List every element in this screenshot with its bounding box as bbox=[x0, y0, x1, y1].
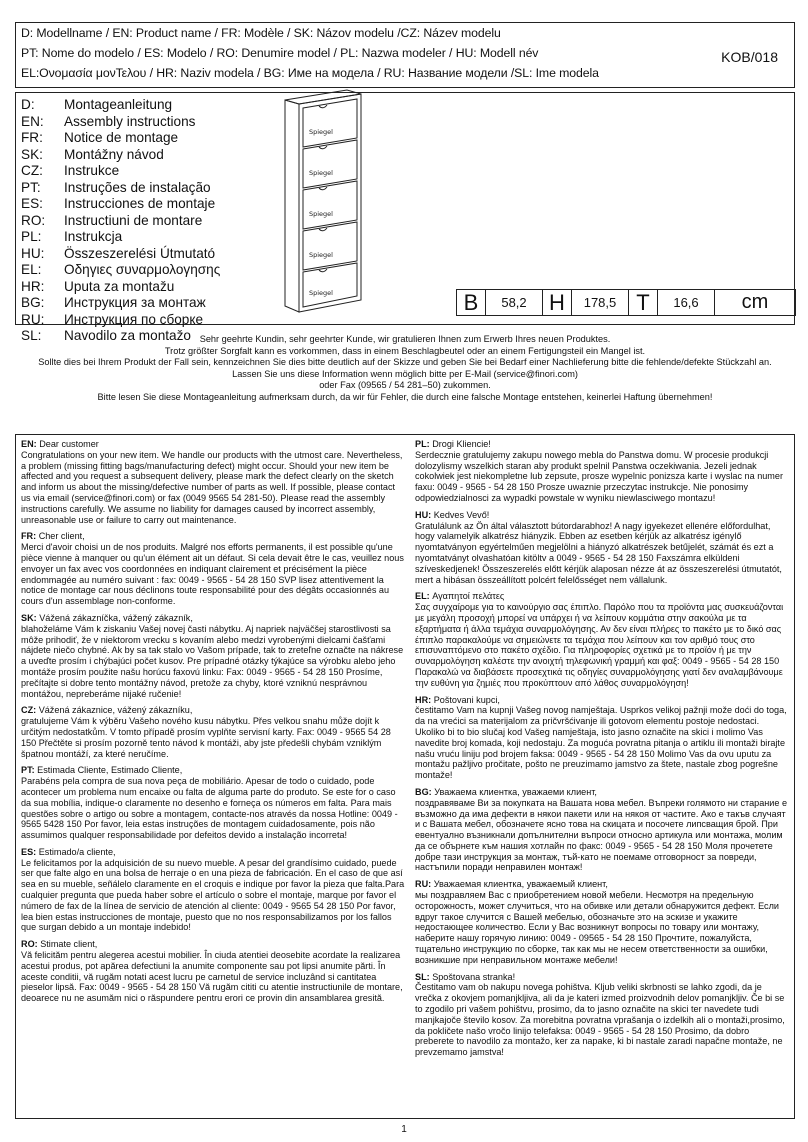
notice-section: SL: Spoštovana stranka! Čestitamo vam ob nakupu novega pohištva. Kljub veliki skrbnosti se lahko zgodi, da je vrečka z okovjem pomanjkljiva, ali da je kateri izmed proizvodnih delov pomanjkljiv. Če bi se to zgodilo pri vašem pohištvu, prosimo, da to jasno označite na skici ter navedete tudi manjkajoče število kosov. Za morebitna povratna vprašanja o izdelkih ali o montaži,prosimo, da pokličete našo vročo linijo telefaksa: 0049 - 9565 - 54 28 150 Prosimo, da dobro preberete to navodilo za montažo, ker za napake, ki bi nastale zaradi napačne montaže, ne prevzemamo jamstva! bbox=[415, 971, 785, 1058]
left-column bbox=[21, 439, 406, 1010]
width-value: 58,2 bbox=[486, 290, 543, 315]
notice-section: EN: Dear customer Congratulations on your new item. We handle our products with the utmost care. Nevertheless, a problem (missing fitting bags/manufacturing defect) might occur. Should your new item be affected and you request a subsequent delivery, please mark the defect clearly on the sketch and inform us about the missing/defective number of parts as well. If possible, please contact us via email (service@finori.com) or fax (0049 9565 54 281-50). Please read the assembly instructions carefully. We assume no liability for damages caused by incorrect assembly, unreasonable use or failure to carry out maintenance. bbox=[21, 439, 403, 525]
notice-section: FR: Cher client, Merci d'avoir choisi un de nos produits. Malgré nos efforts permanents, il est possible qu'une pièce vienne à manquer ou qu'un élément ait un défaut. Si cela devait être le cas, veuillez nous envoyer un fax avec vos coordonnées en indiquant clairement et précisément la pièce endommagée au numéro suivant : fax: 0049 - 9565 - 54 28 150 SVP lisez attentivement la notice de montage car nous déclinons toute responsabilité pour des dégâts occasionnés au cours d'un assemblage non-conforme. bbox=[21, 531, 404, 607]
german-intro bbox=[15, 334, 795, 424]
notice-section: ES: Estimado/a cliente, Le felicitamos por la adquisición de su nuevo mueble. A pesar del grandísimo cuidado, puede ser que falte algo en una bolsa de herraje o en una pieza de fabricación. En el caso de que así sea en su mueble, señálelo claramente en el croquis e indique por favor la pieza que falta.Para cualquier pregunta que pueda haber sobre el artículo o sobre el montaje, marque por favor el número de fax de la línea de servicio de atención al cliente: 0049 - 9565 54 28 150 Por favor, lea bien estas instrucciones de montaje, puesto que no nos responsabilizamos por los fallos que surgan debido a un montaje indebido! bbox=[21, 846, 405, 933]
intro-line: Sollte dies bei Ihrem Produkt der Fall sein, kennzeichnen Sie dies bitte deutlich auf der Skizze und geben Sie bei Bedarf einer Nachlieferung bitte die fehlende/defekte Stückzahl an. bbox=[38, 357, 772, 368]
notice-section: HU: Kedves Vevő! Gratulálunk az Ön által választott bútordarabhoz! A nagy igyekezet ellenére előfordulhat, hogy valamelyik alkatrész hiányzik. Ebben az esetben kérjük az alkatrész igénylő nyomtatványon egyértelműen megjelölni a hiányzó alkatrészek betűjelét, számát és ezt a nyomtatványt olvashatóan kitöltv a 0049 - 9565 - 54 28 150 Faxszámra elküldeni szíveskedjenek! Összeszerelés előtt kérjük alaposan nézze át az összeszerelési útmutatót, mert a hibásan összeállított polcért felelősséget nem vállalunk. bbox=[415, 509, 782, 585]
shoe-cabinet-illustration bbox=[275, 86, 375, 318]
dimensions-table bbox=[456, 289, 796, 316]
width-label: B bbox=[457, 290, 486, 315]
customer-notice-body bbox=[15, 434, 795, 1119]
intro-line: Sehr geehrte Kundin, sehr geehrter Kunde, wir gratulieren Ihnen zum Erwerb Ihres neuen Produktes. bbox=[199, 334, 611, 344]
unit-label: cm bbox=[741, 291, 769, 313]
mirror-label: Spiegel bbox=[309, 251, 333, 259]
mirror-label: Spiegel bbox=[309, 289, 333, 297]
intro-line: Trotz größter Sorgfalt kann es vorkommen, dass in einem Beschlagbeutel oder an einem Fertigungsteil ein Mangel ist. bbox=[164, 345, 646, 356]
notice-section: EL: Αγαπητοί πελάτες Σας συγχαίρομε για το καινούργιο σας έπιπλο. Παρόλο που τα προϊόντα μας συσκευάζονται με μεγάλη προσοχή μπορεί να υπάρχει ή να λείπουν κομμάτια στην σακούλα με τα εξαρτήματα ή άλλα τεμάχια συναρμολόγησης. Αν δεν είναι πλήρες το πακέτο με το δικό σας έπιπλο παρακαλούμε να σημειώνετε τα τεμάχια που λείπουν και τον αριθμό τους στο επισυναπτόμενο στο πακέτο σχέδιο. Για πληροφορίες σχετικά με το προϊόν ή με την συναρμολόγηση καλέστε την ανοιχτή τηλεφωνική γραμμή και φαξ: 0049 - 9565 - 54 28 150 Παρακαλώ να διαβάσετε προσεχτικά τις οδηγίες συναρμολόγησης γιατί δεν αναλαμβάνουμε την ευθύνη για ζημιές που προκύπτουν από λάθος συναρμολόγηση! bbox=[415, 591, 784, 688]
model-header bbox=[15, 22, 795, 88]
notice-section: RU: Уважаемая клиентка, уважаемый клиент, мы поздравляем Вас с приобретением новой мебели. Несмотря на предельную осторожность, может случиться, что на обивке или детали обнаружится дефект. Если вдруг такое случится с Вашей мебелью, обозначьте это на эскизе и укажите недостающее количество. Если у Вас возникнут вопросы по товару или монтажу, наберите нашу горячую линию: 0049 - 09565 - 54 28 150 Прочтите, пожалуйста, тщательно инструкцию по сборке, так как мы не несем ответственности за ошибки, возникшие при неправильном монтаже мебели! bbox=[415, 879, 779, 965]
intro-line: oder Fax (09565 / 54 281–50) zukommen. bbox=[319, 380, 491, 391]
mirror-label: Spiegel bbox=[309, 169, 333, 177]
height-value: 178,5 bbox=[572, 290, 629, 315]
notice-section: SK: Vážená zákazníčka, vážený zákazník, blahoželáme Vám k ziskaniu Vašej novej časti nábytku. Aj napriek najväčšej starostlivosti sa môže prihodiť, že v niektorom vrecku s kovaním alebo medzi vyrobenými dielcami čašťami nájdete niečo chybné. Ak by sa tak stalo vo Vašom prípade, tak to zreteľne označte na nákrese a uveďte prosím i chýbajúci počet kusov. Pre prípadné otázky týkajúce sa výrobku alebo jeho montáže prosím použite našu horúcu faxovú linku: Fax: 0049 - 9565 - 54 28 150 Prosíme, prečítajte si dobre tento montážny návod, pretože za chyby, ktoré vzniknú nesprávnou montážou, nepreberáme nijaké ručenie! bbox=[21, 612, 404, 699]
notice-section: BG: Уважаема клиентка, уважаеми клиент, поздравяваме Ви за покупката на Вашата нова мебел. Въпреки голямото ни старание е възможно да има дефекти в някои пакети или на някоя от частите. Ако е такъв случаят и с Вашата мебел, обозначете ясно това на скицата и посочете липсващия брой. При евентуално възникнали допълнителни въпроси относно артикула или монтажа, молим да се обърнете към нашия хотлайн по факс: 0049 - 9565 - 54 28 150 Моля прочетете добре тази инструкция за монтаж, тъй-като не поемаме отговорност за повреди, настъпили поради неправилен монтаж! bbox=[415, 786, 788, 873]
intro-line: Bitte lesen Sie diese Montageanleitung aufmerksam durch, da wir für Fehler, die durch eine falsche Montage entstehen, keinerlei Haftung übernehmen! bbox=[97, 391, 713, 402]
depth-label: T bbox=[629, 290, 658, 315]
title-block: D: Montageanleitung EN: Assembly instructions FR: Notice de montage SK: Montážny návod CZ: Instrukce PT: Instruções de instalação ES: Instrucciones de montaje RO: Instructiuni de montare PL: Instrukcja HU: Összeszerelési Útmutató EL: Οδηγιες συναρμολογησης HR: Uputa za montažu BG: Инструкция за монтаж RU: Инструкция по сборке SL: Navodilo za montažo bbox=[15, 92, 795, 325]
height-label: H bbox=[543, 290, 572, 315]
intro-line: Lassen Sie uns diese Information wenn möglich bitte per E-Mail (service@finori.com) bbox=[232, 368, 578, 379]
notice-section: HR: Poštovani kupci, čestitamo Vam na kupnji Vašeg novog namještaja. Usprkos velikoj pažnji može doći do toga, da na vrećici sa materijalom za pričvršćivanje ili gotovom elementu postoje nedostaci. Ukoliko bi to bio slučaj kod Vašeg namještaja, isto jasno označite na skici i molimo Vas navedite broj komada, koji nedostaju. Za moguća povratna pitanja o artiklu ili montaži birajte našu vruću liniju pod brojem faksa: 0049 - 9565 - 54 28 150 Molimo Vas da ovu uputu za montažu pažljivo pročitate, pošto ne preuzimamo jamstvo za štete, nastale zbog pogrešne montaže! bbox=[415, 694, 787, 781]
mirror-label: Spiegel bbox=[309, 210, 333, 218]
header-line: PT: Nome do modelo / ES: Modelo / RO: Denumire model / PL: Nazwa modeler / HU: Modell név bbox=[21, 46, 539, 60]
notice-section: RO: Stimate client, Vă felicităm pentru alegerea acestui mobilier. În ciuda atentiei deosebite acordate la realizarea acestui produs, pot apărea defectiuni la anumite componente sau pot lipsi anumite părti. În aceste conditii, vă rugăm notati acest lucru pe carnetul de service incluzând si cantitatea pieselor lipsă. Fax: 0049 - 9565 - 54 28 150 Vă rugăm cititi cu atentie instructiunile de montare, deoarece nu ne asumăm nici o răspundere pentru erori ce provin din ansamblarea gresită. bbox=[21, 939, 403, 1004]
notice-section: CZ: Vážená zákaznice, vážený zákazníku, gratulujeme Vám k výběru Vašeho nového kusu nábytku. Přes velkou snahu může dojít k určitým nedostatkům. V tomto případě prosím vyplňte servisní karty. Fax: 0049 - 9565 54 28 150 Přečtěte si prosím pozorně tento návod k montáži, aby jste předešli chybám vzniklým špatnou montáží, za které neručíme. bbox=[21, 705, 391, 759]
right-column bbox=[415, 439, 788, 1064]
depth-value: 16,6 bbox=[658, 290, 715, 315]
mirror-label: Spiegel bbox=[309, 128, 333, 136]
header-line: D: Modellname / EN: Product name / FR: Modèle / SK: Názov modelu /CZ: Název modelu bbox=[21, 26, 501, 40]
model-code: KOB/018 bbox=[721, 49, 778, 65]
notice-section: PT: Estimada Cliente, Estimado Cliente, Parabéns pela compra de sua nova peça de mobiliário. Apesar de todo o cuidado, pode acontecer um problema num encaixe ou falta de alguma parte do produto. Se este for o caso da sua mobília, indique-o claramente no desenho e forneça os números em falta. Para mais questões sobre o artigo ou sobre a montagem, contacte-nos através da nossa Hotline: 0049 - 9565 5428 150 Por favor, leia estas instruções de montagem cuidadosamente, pois não assumimos qualquer responsabilidade por defeitos devido a instalação incorreta! bbox=[21, 765, 398, 841]
header-line: EL:Ονομασία μονΤελου / HR: Naziv modela / BG: Име на модела / RU: Название модели /SL: Ime modela bbox=[21, 66, 599, 80]
notice-section: PL: Drogi Kliencie! Serdecznie gratulujemy zakupu nowego mebla do Panstwa domu. W procesie produkcji dolozylismy wszelkich staran aby produkt spelnil Panstwa oczekiwania. Jezeli jednak cokolwiek jest niekompletne lub zepsute, prosze wypelnic ponizsza karte i wyslac na numer faxu: 0049 - 9565 - 54 28 150 Prosze uwaznie przeczytac instrukcje. Nie ponosimy odpowiedzialnosci za wypadki powstale w wyniku niewlasciwego montazu! bbox=[415, 439, 783, 503]
page-number: 1 bbox=[401, 1124, 407, 1135]
